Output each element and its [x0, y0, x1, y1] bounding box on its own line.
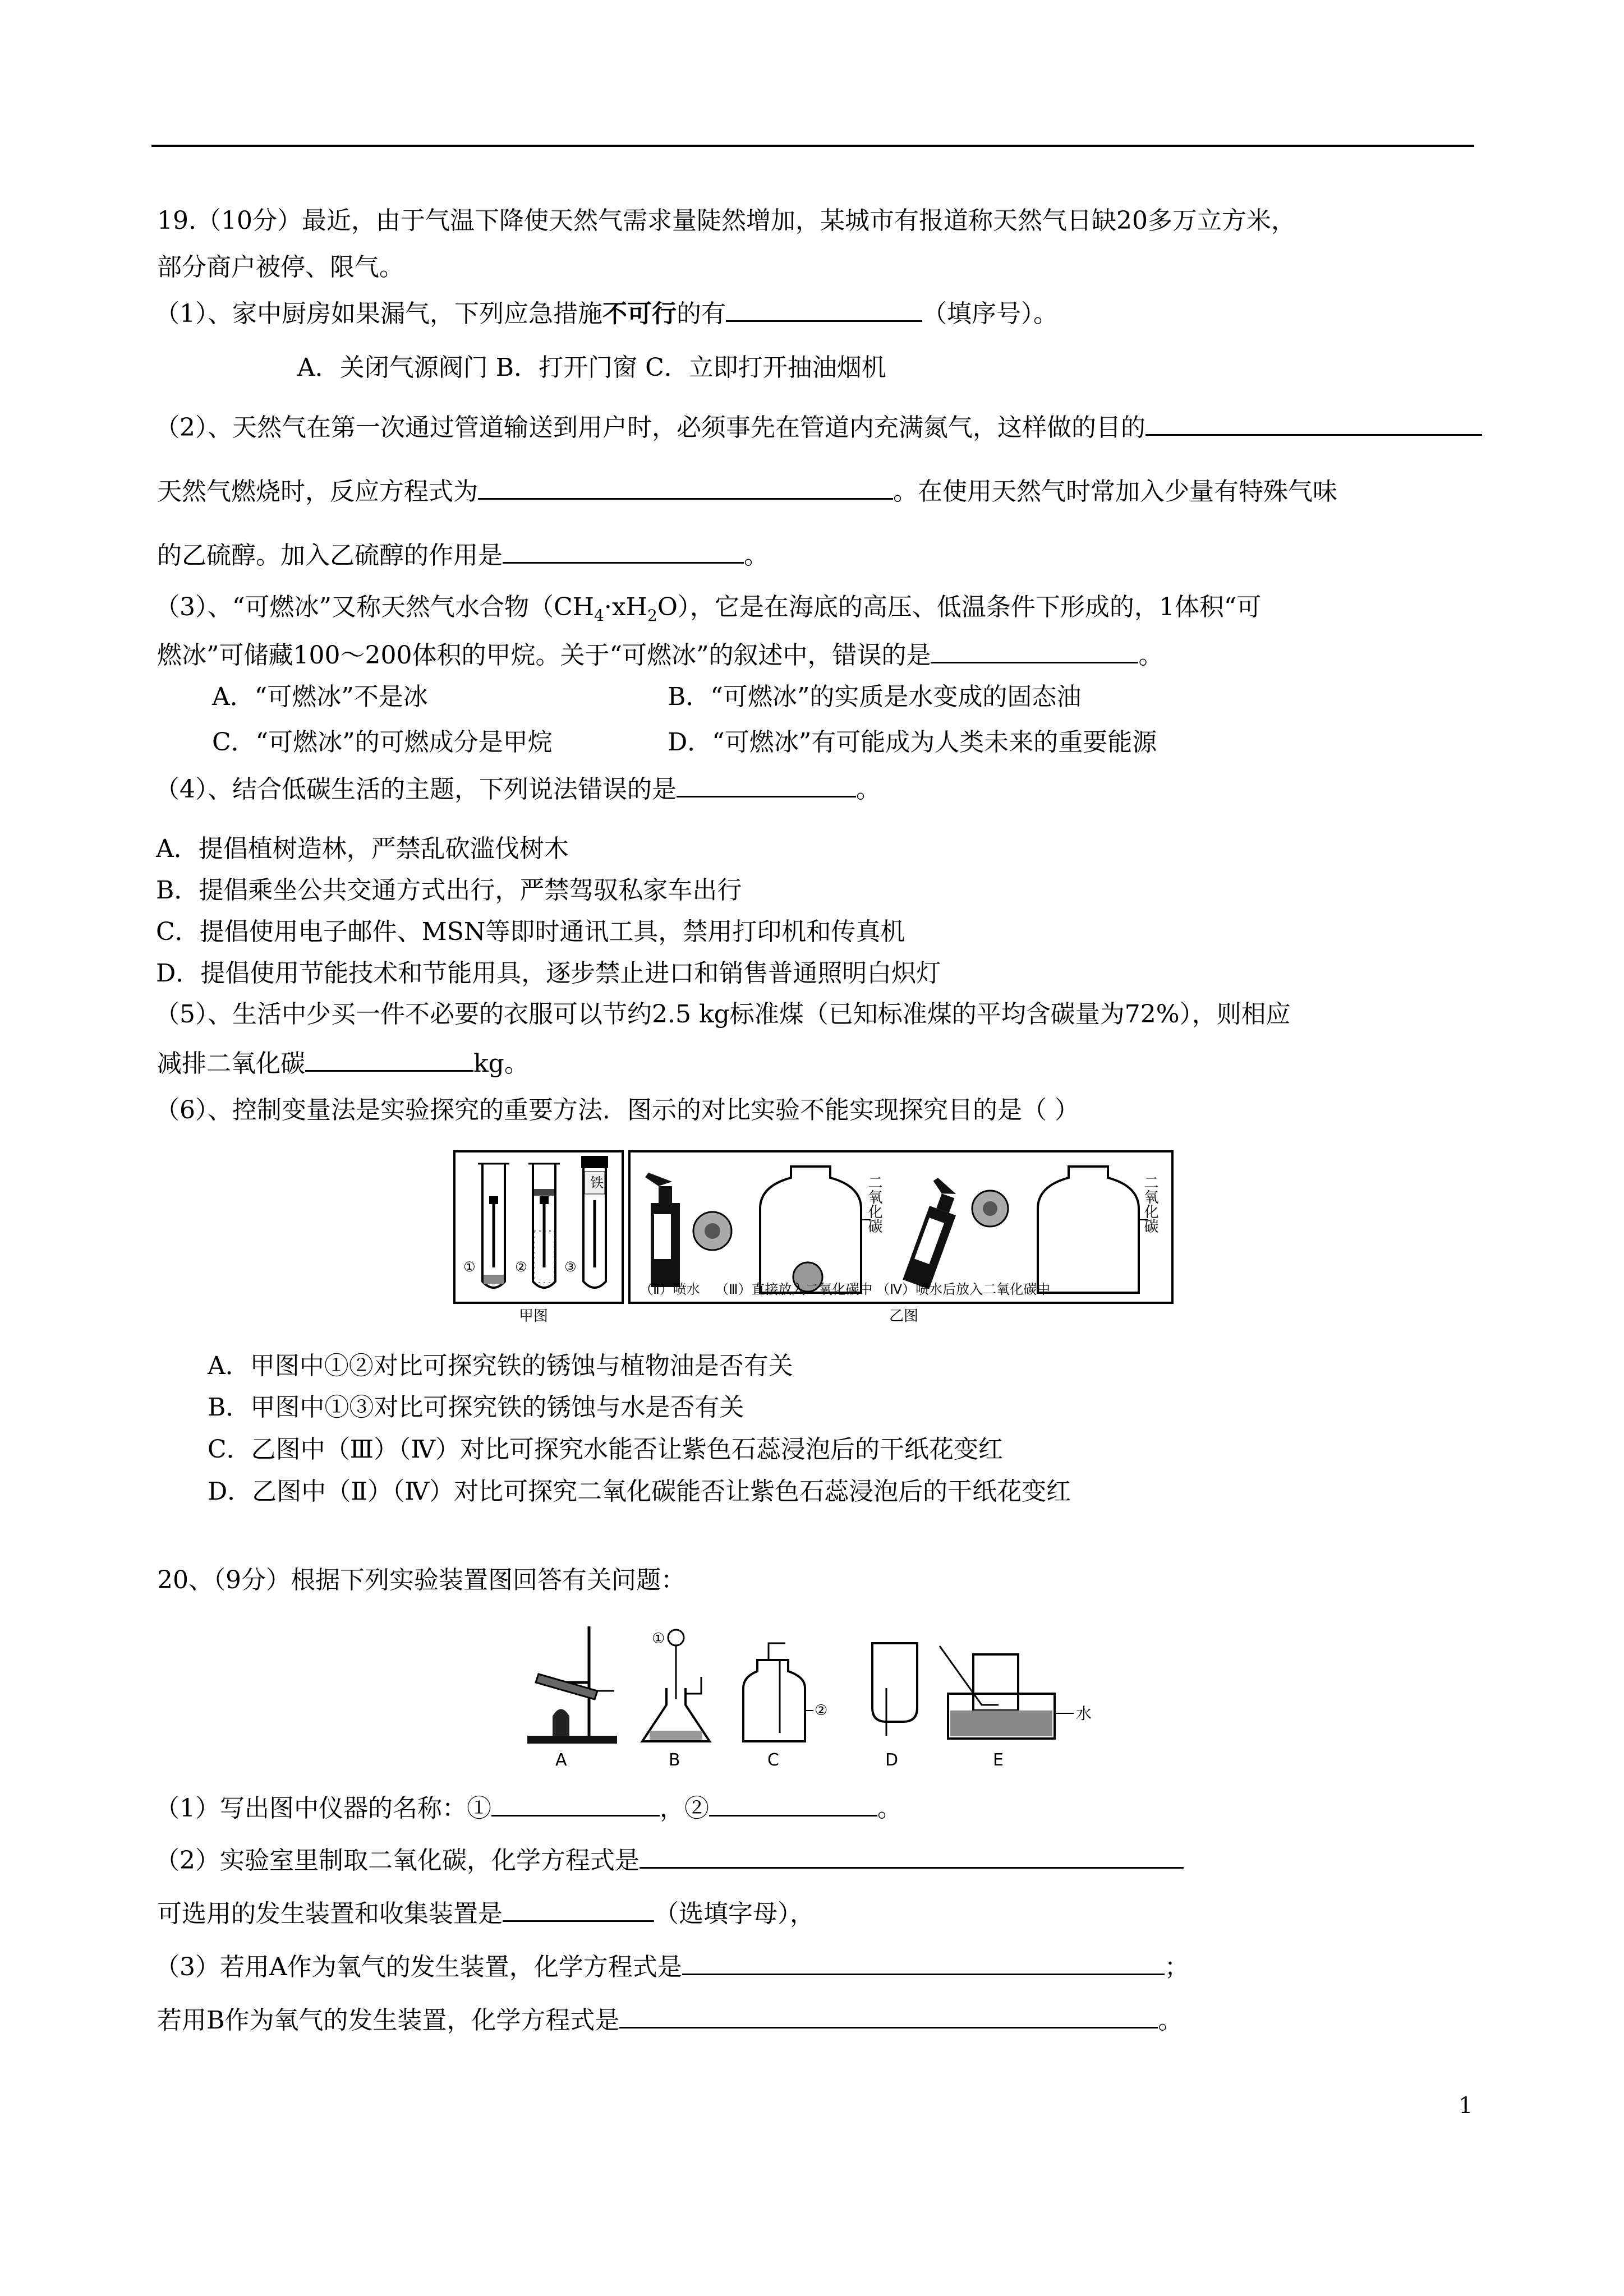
label-a: A: [555, 1750, 567, 1770]
gas-jar-4: [1038, 1167, 1148, 1293]
q20-part3-line2: 若用B作为氧气的发生装置，化学方程式是 。: [157, 2002, 1183, 2037]
answer-blank[interactable]: [503, 1896, 654, 1922]
q19-experiment-figure: [449, 1147, 1178, 1329]
answer-blank[interactable]: [1145, 409, 1482, 436]
q19-part5-line2: 减排二氧化碳 kg。: [157, 1045, 529, 1081]
label-b: B: [669, 1750, 680, 1770]
q20-title: 20、（9分）根据下列实验装置图回答有关问题：: [157, 1566, 686, 1594]
q19-part4-option-b: B．提倡乘坐公共交通方式出行，严禁驾驭私家车出行: [156, 876, 742, 905]
co2-label-3: 二氧化碳: [866, 1175, 882, 1233]
answer-blank[interactable]: [726, 296, 922, 322]
answer-blank[interactable]: [491, 1790, 660, 1816]
q19-intro-line1: 19.（10分）最近，由于气温下降使天然气需求量陡然增加，某城市有报道称天然气日缺20多万立方米，: [157, 206, 1296, 235]
q20-part1: （1）写出图中仪器的名称：① ，② 。: [155, 1790, 902, 1825]
header-rule: [151, 145, 1474, 147]
q19-part6-option-b: B．甲图中①③对比可探究铁的锈蚀与水是否有关: [208, 1393, 744, 1422]
caption-ii: （Ⅱ）喷水: [640, 1281, 700, 1297]
q19-part6-stem: （6）、控制变量法是实验探究的重要方法．图示的对比实验不能实现探究目的是（ ）: [155, 1096, 1079, 1124]
page-number: 1: [1459, 2093, 1473, 2119]
tube-2-label: ②: [515, 1259, 527, 1275]
answer-blank[interactable]: [478, 473, 893, 500]
co2-label-4: 二氧化碳: [1142, 1175, 1158, 1233]
apparatus-d: [872, 1643, 917, 1736]
q19-part3-option-c: C．“可燃冰”的可燃成分是甲烷: [212, 728, 553, 757]
jia-caption: 甲图: [519, 1308, 549, 1325]
q19-part6-option-d: D．乙图中（Ⅱ）（Ⅳ）对比可探究二氧化碳能否让紫色石蕊浸泡后的干纸花变红: [208, 1477, 1071, 1506]
answer-blank[interactable]: [709, 1790, 877, 1816]
emphasis-not-feasible: 不可行: [602, 299, 677, 328]
label-e: E: [993, 1750, 1004, 1770]
answer-blank[interactable]: [305, 1045, 473, 1072]
q20-part2-line2: 可选用的发生装置和收集装置是 （选填字母），: [157, 1896, 815, 1931]
q19-intro-line2: 部分商户被停、限气。: [157, 253, 404, 282]
apparatus-a: [527, 1626, 617, 1744]
test-tube-2: [528, 1164, 560, 1288]
apparatus-c: [743, 1643, 813, 1741]
q19-part4: （4）、结合低碳生活的主题，下列说法错误的是 。: [155, 771, 881, 806]
test-tube-1: [478, 1164, 509, 1288]
q19-part3-line2: 燃冰”可储藏100～200体积的甲烷。关于“可燃冰”的叙述中，错误的是 。: [157, 637, 1163, 672]
paper-flower-2: [693, 1212, 732, 1250]
answer-blank[interactable]: [682, 1949, 1165, 1975]
paper-flower-4: [972, 1191, 1008, 1227]
tube-3-label: ③: [564, 1259, 577, 1275]
q19-part3-option-d: D．“可燃冰”有可能成为人类未来的重要能源: [668, 728, 1157, 757]
label-d: D: [885, 1750, 899, 1770]
gas-jar-3: [760, 1167, 871, 1293]
q19-part4-option-a: A．提倡植树造林，严禁乱砍滥伐树木: [156, 835, 569, 863]
answer-blank[interactable]: [619, 2002, 1158, 2028]
tube-1-label: ①: [463, 1259, 476, 1275]
q20-part2-line1: （2）实验室里制取二氧化碳，化学方程式是: [155, 1842, 1184, 1878]
q19-part6-option-c: C．乙图中（Ⅲ）（Ⅳ）对比可探究水能否让紫色石蕊浸泡后的干纸花变红: [208, 1435, 1004, 1464]
q19-part1: （1）、家中厨房如果漏气，下列应急措施不可行的有 （填序号）。: [155, 296, 1058, 331]
label-circle-2: ②: [815, 1702, 828, 1719]
iron-label: 铁: [590, 1175, 604, 1191]
q19-part4-option-d: D．提倡使用节能技术和节能用具，逐步禁止进口和销售普通照明白炽灯: [156, 959, 941, 988]
yi-caption: 乙图: [889, 1308, 919, 1325]
q19-part6-option-a: A．甲图中①②对比可探究铁的锈蚀与植物油是否有关: [208, 1352, 793, 1380]
q19-part4-option-c: C．提倡使用电子邮件、MSN等即时通讯工具，禁用打印机和传真机: [156, 918, 905, 946]
q19-part2-line3: 的乙硫醇。加入乙硫醇的作用是 。: [157, 537, 769, 573]
q19-part1-options: A．关闭气源阀门 B．打开门窗 C．立即打开抽油烟机: [297, 353, 886, 382]
q19-part2-line2: 天然气燃烧时，反应方程式为 。在使用天然气时常加入少量有特殊气味: [157, 473, 1337, 509]
answer-blank[interactable]: [640, 1842, 1184, 1869]
q20-part3-line1: （3）若用A作为氧气的发生装置，化学方程式是 ；: [155, 1949, 1189, 1984]
q19-part2-line1: （2）、天然气在第一次通过管道输送到用户时，必须事先在管道内充满氮气，这样做的目的: [155, 409, 1482, 445]
caption-iv: （Ⅳ）喷水后放入二氧化碳中: [876, 1281, 1051, 1297]
label-water: 水: [1076, 1704, 1092, 1723]
q20-apparatus-figure: [522, 1621, 1116, 1774]
spray-bottle-2: [645, 1173, 680, 1287]
q19-part3-option-b: B．“可燃冰”的实质是水变成的固态油: [668, 683, 1082, 711]
answer-blank[interactable]: [931, 637, 1138, 663]
label-circle-1: ①: [652, 1630, 665, 1647]
caption-iii: （Ⅲ）直接放入二氧化碳中: [715, 1281, 873, 1297]
answer-blank[interactable]: [503, 537, 744, 564]
q19-part3-option-a: A．“可燃冰”不是冰: [212, 683, 428, 711]
answer-blank[interactable]: [677, 771, 856, 797]
q19-part5-line1: （5）、生活中少买一件不必要的衣服可以节约2.5 kg标准煤（已知标准煤的平均含碳量为72%），则相应: [155, 1000, 1291, 1029]
label-c: C: [767, 1750, 779, 1770]
apparatus-e: [940, 1646, 1074, 1739]
q19-part3-line1: （3）、“可燃冰”又称天然气水合物$(CH_4\cdot xH_2O)$，它是在海底的高压、低温条件下形成的，1体积“可: [155, 593, 1262, 625]
spray-bottle-4: [898, 1177, 966, 1289]
